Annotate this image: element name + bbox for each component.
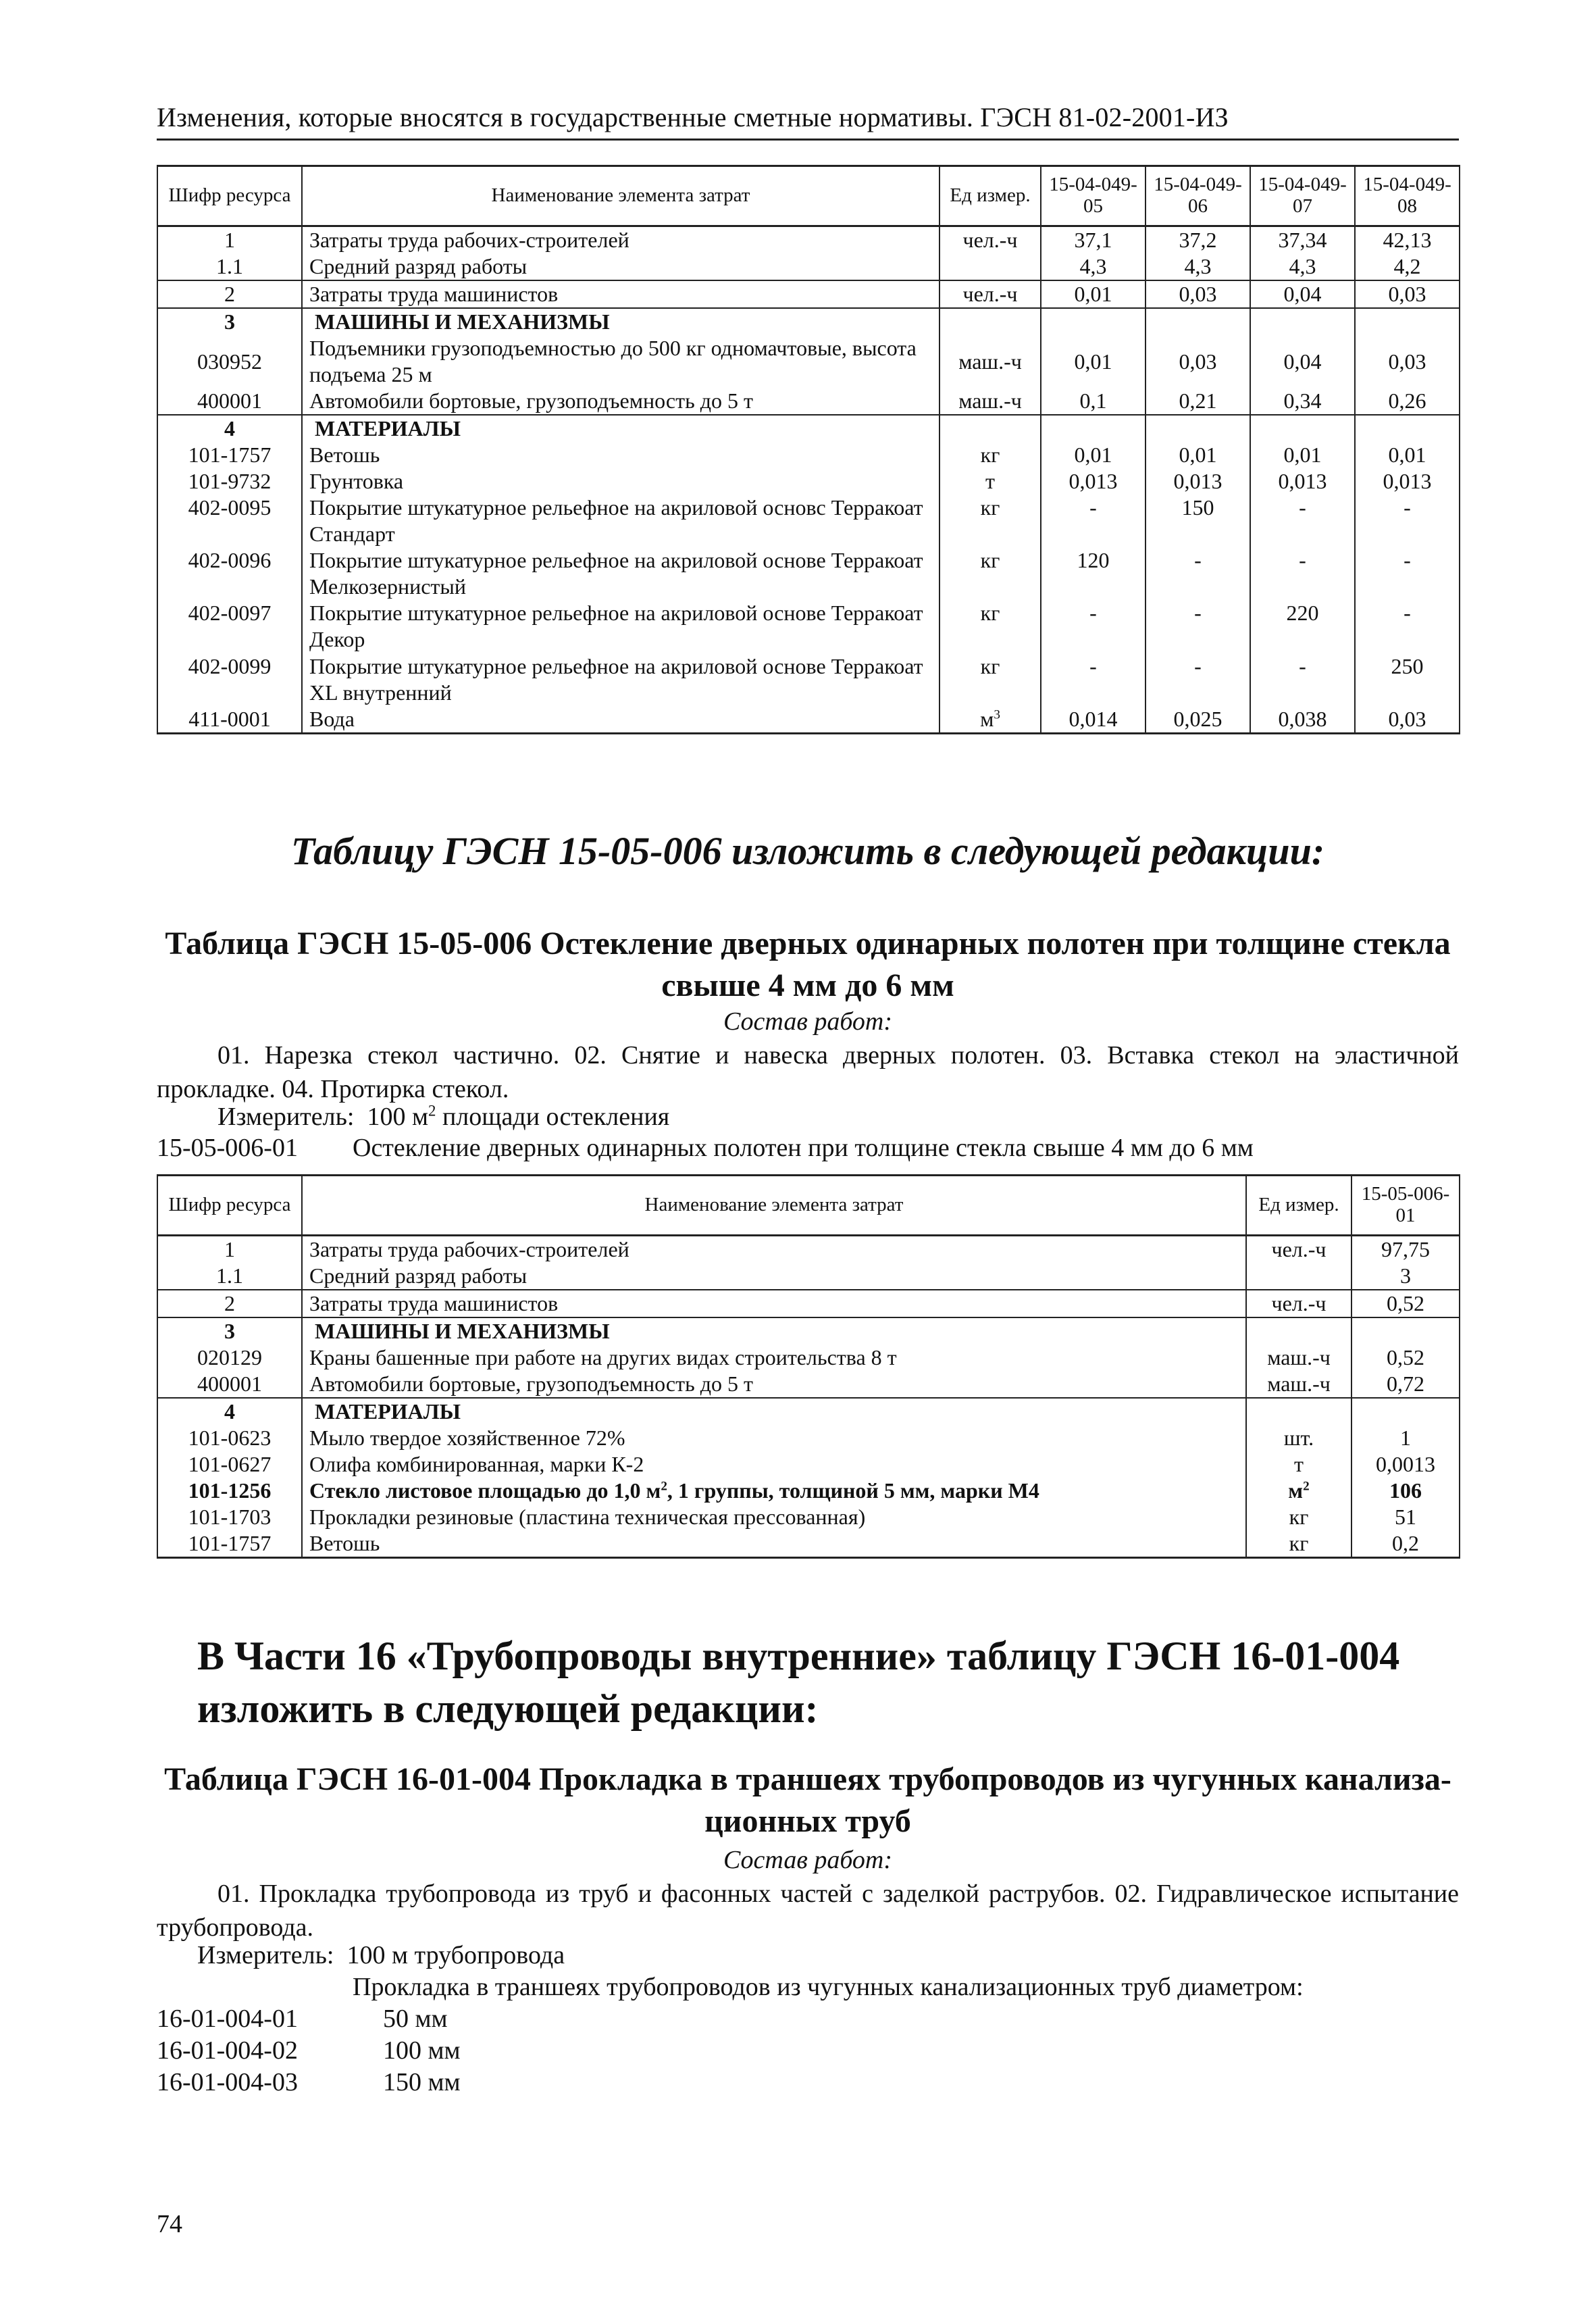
norm-code: 16-01-004-03 xyxy=(157,2068,298,2096)
cell-code: 101-1757 xyxy=(157,442,302,468)
meter-line xyxy=(217,1102,669,1132)
cell-value: 4,3 xyxy=(1041,253,1145,280)
cell-value: - xyxy=(1041,653,1145,706)
header-code: Шифр ресурса xyxy=(157,1176,302,1236)
resource-table-15-04-049 xyxy=(157,165,1460,734)
table-row xyxy=(157,547,1460,600)
table-row xyxy=(157,1236,1460,1263)
cell-name: Средний разряд работы xyxy=(302,1263,1246,1290)
cell-code: 2 xyxy=(157,280,302,308)
cell-value: 37,2 xyxy=(1145,226,1250,254)
cell-name: Стекло листовое площадью до 1,0 $м^2$, 1 группы, толщиной 5 мм, марки М4 xyxy=(302,1478,1246,1504)
table-row xyxy=(157,226,1460,254)
works-description: 01. Прокладка трубопровода из труб и фасонных частей с заделкой раструбов. 02. Гидравлическое испытание трубопровода. xyxy=(157,1880,1459,1942)
header-code: Шифр ресурса xyxy=(157,166,302,226)
table-row xyxy=(157,600,1460,653)
cell-value: 0,52 xyxy=(1352,1344,1460,1371)
cell-value: 42,13 xyxy=(1355,226,1460,254)
cell-value: 37,1 xyxy=(1041,226,1145,254)
cell-code: 1 xyxy=(157,226,302,254)
table-row xyxy=(157,335,1460,388)
cell-value: 0,04 xyxy=(1250,335,1355,388)
table-row xyxy=(157,1451,1460,1478)
cell-value: 0,038 xyxy=(1250,706,1355,734)
cell-code: 101-1703 xyxy=(157,1504,302,1530)
cell-code: 2 xyxy=(157,1290,302,1317)
cell-code: 3 xyxy=(157,1317,302,1344)
cell-code: 402-0099 xyxy=(157,653,302,706)
cell-value: 0,72 xyxy=(1352,1371,1460,1398)
page-number: 74 xyxy=(157,2210,182,2238)
cell-value: 0,013 xyxy=(1041,468,1145,495)
cell-name: Краны башенные при работе на других видах строительства 8 т xyxy=(302,1344,1246,1371)
cell-name: Автомобили бортовые, грузоподъемность до 5 т xyxy=(302,1371,1246,1398)
title-line-2: ционных труб xyxy=(704,1803,911,1840)
cell-value: 0,34 xyxy=(1250,388,1355,415)
cell-unit: $м^3$ xyxy=(939,706,1041,734)
cell-value: 220 xyxy=(1250,600,1355,653)
cell-unit: чел.-ч xyxy=(1246,1236,1352,1263)
cell-value: 0,1 xyxy=(1041,388,1145,415)
header-col-1: 15-04-049-05 xyxy=(1041,166,1145,226)
cell-unit: $м^2$ xyxy=(1246,1478,1352,1504)
cell-code: 101-0627 xyxy=(157,1451,302,1478)
table-row xyxy=(157,1504,1460,1530)
cell-code: 1 xyxy=(157,1236,302,1263)
cell-value: 0,26 xyxy=(1355,388,1460,415)
cell-value: - xyxy=(1250,495,1355,547)
cell-code: 101-9732 xyxy=(157,468,302,495)
norm-code: 15-05-006-01 xyxy=(157,1134,298,1162)
resource-table-15-05-006 xyxy=(157,1174,1460,1559)
norm-value: 150 мм xyxy=(383,2068,461,2096)
cell-code: 020129 xyxy=(157,1344,302,1371)
cell-name: Вода xyxy=(302,706,939,734)
cell-unit: чел.-ч xyxy=(1246,1290,1352,1317)
meter-label: Измеритель: xyxy=(197,1941,334,1969)
cell-value: 106 xyxy=(1352,1478,1460,1504)
cell-unit: маш.-ч xyxy=(1246,1371,1352,1398)
norm-value: 100 мм xyxy=(383,2036,461,2065)
cell-value: 0,01 xyxy=(1355,442,1460,468)
cell-value: 250 xyxy=(1355,653,1460,706)
cell-code: 1.1 xyxy=(157,253,302,280)
cell-unit xyxy=(939,253,1041,280)
cell-value: 0,013 xyxy=(1355,468,1460,495)
cell-value: 37,34 xyxy=(1250,226,1355,254)
section-title: МАШИНЫ И МЕХАНИЗМЫ xyxy=(302,308,939,335)
cell-name: Затраты труда рабочих-строителей xyxy=(302,226,939,254)
cell-name: Средний разряд работы xyxy=(302,253,939,280)
cell-value: 97,75 xyxy=(1352,1236,1460,1263)
cell-value: - xyxy=(1145,547,1250,600)
cell-value: 0,03 xyxy=(1355,335,1460,388)
cell-value: 0,21 xyxy=(1145,388,1250,415)
cell-code: 030952 xyxy=(157,335,302,388)
cell-code: 402-0095 xyxy=(157,495,302,547)
cell-unit: т xyxy=(1246,1451,1352,1478)
cell-value: - xyxy=(1355,600,1460,653)
cell-name: Покрытие штукатурное рельефное на акриловой основе Терракоат XL внутренний xyxy=(302,653,939,706)
cell-code: 101-1757 xyxy=(157,1530,302,1558)
cell-value: 0,04 xyxy=(1250,280,1355,308)
works-description: 01. Нарезка стекол частично. 02. Снятие и навеска дверных полотен. 03. Вставка стекол на эластичной прокладке. 04. Протирка стекол. xyxy=(157,1041,1459,1104)
cell-value: 0,2 xyxy=(1352,1530,1460,1558)
cell-value: 4,2 xyxy=(1355,253,1460,280)
cell-value: - xyxy=(1250,653,1355,706)
cell-code: 402-0097 xyxy=(157,600,302,653)
table-row xyxy=(157,468,1460,495)
cell-name: Покрытие штукатурное рельефное на акриловой основе Терракоат Мелкозернистый xyxy=(302,547,939,600)
cell-unit: кг xyxy=(1246,1504,1352,1530)
cell-value: 150 xyxy=(1145,495,1250,547)
table-header-row xyxy=(157,1176,1460,1236)
table-row xyxy=(157,1530,1460,1558)
cell-value: 0,03 xyxy=(1145,335,1250,388)
cell-value: 0,0013 xyxy=(1352,1451,1460,1478)
cell-value: - xyxy=(1355,547,1460,600)
cell-name: Затраты труда машинистов xyxy=(302,280,939,308)
cell-unit: маш.-ч xyxy=(1246,1344,1352,1371)
header-col-4: 15-04-049-08 xyxy=(1355,166,1460,226)
works-label: Состав работ: xyxy=(723,1007,893,1036)
table-row xyxy=(157,1344,1460,1371)
cell-value: 0,03 xyxy=(1145,280,1250,308)
norm-item xyxy=(157,2067,298,2097)
running-header: Изменения, которые вносятся в государственные сметные нормативы. ГЭСН 81-02-2001-ИЗ xyxy=(157,101,1459,141)
cell-unit: кг xyxy=(939,600,1041,653)
cell-code: 400001 xyxy=(157,388,302,415)
cell-name: Затраты труда рабочих-строителей xyxy=(302,1236,1246,1263)
cell-code: 1.1 xyxy=(157,1263,302,1290)
meter-line xyxy=(197,1940,565,1970)
norm-code: 16-01-004-01 xyxy=(157,2005,298,2033)
cell-name: Ветошь xyxy=(302,442,939,468)
header-name: Наименование элемента затрат xyxy=(302,166,939,226)
cell-value: 0,013 xyxy=(1250,468,1355,495)
cell-name: Мыло твердое хозяйственное 72% xyxy=(302,1425,1246,1451)
table-row xyxy=(157,1425,1460,1451)
table-row xyxy=(157,495,1460,547)
cell-value: 3 xyxy=(1352,1263,1460,1290)
header-col-2: 15-04-049-06 xyxy=(1145,166,1250,226)
cell-code: 402-0096 xyxy=(157,547,302,600)
table-row xyxy=(157,280,1460,308)
table-row xyxy=(157,653,1460,706)
header-col-1: 15-05-006-01 xyxy=(1352,1176,1460,1236)
cell-name: Грунтовка xyxy=(302,468,939,495)
title-line-1: Таблица ГЭСН 16-01-004 Прокладка в траншеях трубопроводов из чугунных канализа- xyxy=(164,1761,1451,1797)
cell-value: 0,03 xyxy=(1355,706,1460,734)
norm-value: 50 мм xyxy=(383,2005,448,2033)
cell-unit: чел.-ч xyxy=(939,280,1041,308)
title-line-1: Таблица ГЭСН 15-05-006 Остекление дверных одинарных полотен при толщине стекла xyxy=(165,926,1451,961)
table-row xyxy=(157,442,1460,468)
cell-unit: чел.-ч xyxy=(939,226,1041,254)
cell-value: 0,01 xyxy=(1041,335,1145,388)
cell-unit: маш.-ч xyxy=(939,335,1041,388)
cell-name: Прокладки резиновые (пластина техническая прессованная) xyxy=(302,1504,1246,1530)
cell-code: 101-1256 xyxy=(157,1478,302,1504)
table-row xyxy=(157,253,1460,280)
norm-code: 16-01-004-02 xyxy=(157,2036,298,2065)
meter-label: Измеритель: xyxy=(217,1103,355,1131)
title-line-2: свыше 4 мм до 6 мм xyxy=(661,967,954,1004)
section-row xyxy=(157,308,1460,335)
section-row xyxy=(157,1317,1460,1344)
cell-name: Олифа комбинированная, марки К-2 xyxy=(302,1451,1246,1478)
table-header-row xyxy=(157,166,1460,226)
cell-name: Подъемники грузоподъемностью до 500 кг одномачтовые, высота подъема 25 м xyxy=(302,335,939,388)
cell-value: 4,3 xyxy=(1250,253,1355,280)
cell-value: 0,01 xyxy=(1250,442,1355,468)
cell-value: 0,52 xyxy=(1352,1290,1460,1317)
section-title: МАТЕРИАЛЫ xyxy=(302,415,939,442)
cell-value: 0,01 xyxy=(1041,442,1145,468)
cell-unit: т xyxy=(939,468,1041,495)
section-row xyxy=(157,415,1460,442)
header-unit: Ед измер. xyxy=(939,166,1041,226)
cell-value: 0,01 xyxy=(1041,280,1145,308)
norm-item xyxy=(157,2004,298,2034)
cell-value: 0,025 xyxy=(1145,706,1250,734)
cell-value: - xyxy=(1041,495,1145,547)
cell-code: 3 xyxy=(157,308,302,335)
section-title: МАТЕРИАЛЫ xyxy=(302,1398,1246,1425)
cell-unit: кг xyxy=(939,653,1041,706)
cell-unit: кг xyxy=(939,442,1041,468)
table-row xyxy=(157,1263,1460,1290)
table-row xyxy=(157,1478,1460,1504)
instruction-heading-2: В Части 16 «Трубопроводы внутренние» таблицу ГЭСН 16-01-004 изложить в следующей редакции: xyxy=(197,1634,1400,1731)
meter-value: 100 $м^2$ площади остекления xyxy=(367,1102,670,1131)
instruction-heading-1: Таблицу ГЭСН 15-05-006 изложить в следующей редакции: xyxy=(290,829,1325,873)
cell-unit: кг xyxy=(939,547,1041,600)
cell-code: 4 xyxy=(157,415,302,442)
table-row xyxy=(157,1290,1460,1317)
table-row xyxy=(157,1371,1460,1398)
cell-name: Покрытие штукатурное рельефное на акриловой основе Терракоат Декор xyxy=(302,600,939,653)
cell-value: 0,03 xyxy=(1355,280,1460,308)
cell-value: 51 xyxy=(1352,1504,1460,1530)
section-row xyxy=(157,1398,1460,1425)
header-name: Наименование элемента затрат xyxy=(302,1176,1246,1236)
cell-value: - xyxy=(1145,600,1250,653)
cell-value: - xyxy=(1355,495,1460,547)
table-row xyxy=(157,706,1460,734)
norm-item xyxy=(157,2036,298,2065)
cell-code: 101-0623 xyxy=(157,1425,302,1451)
table-title-15-05-006 xyxy=(157,923,1459,1007)
cell-value: - xyxy=(1250,547,1355,600)
cell-value: 0,013 xyxy=(1145,468,1250,495)
header-unit: Ед измер. xyxy=(1246,1176,1352,1236)
meter-value: 100 м трубопровода xyxy=(346,1941,565,1969)
cell-unit: кг xyxy=(939,495,1041,547)
cell-value: 1 xyxy=(1352,1425,1460,1451)
cell-value: 4,3 xyxy=(1145,253,1250,280)
cell-value: 120 xyxy=(1041,547,1145,600)
cell-name: Затраты труда машинистов xyxy=(302,1290,1246,1317)
cell-unit: шт. xyxy=(1246,1425,1352,1451)
cell-value: - xyxy=(1145,653,1250,706)
cell-name: Ветошь xyxy=(302,1530,1246,1558)
cell-name: Автомобили бортовые, грузоподъемность до 5 т xyxy=(302,388,939,415)
cell-unit: маш.-ч xyxy=(939,388,1041,415)
table-title-16-01-004 xyxy=(157,1759,1459,1843)
table-row xyxy=(157,388,1460,415)
group-title: Прокладка в траншеях трубопроводов из чугунных канализационных труб диаметром: xyxy=(353,1973,1304,2001)
works-label: Состав работ: xyxy=(723,1846,893,1874)
cell-unit: кг xyxy=(1246,1530,1352,1558)
section-title: МАШИНЫ И МЕХАНИЗМЫ xyxy=(302,1317,1246,1344)
header-col-3: 15-04-049-07 xyxy=(1250,166,1355,226)
norm-name: Остекление дверных одинарных полотен при толщине стекла свыше 4 мм до 6 мм xyxy=(353,1134,1254,1162)
cell-name: Покрытие штукатурное рельефное на акриловой основс Терракоат Стандарт xyxy=(302,495,939,547)
cell-code: 4 xyxy=(157,1398,302,1425)
cell-code: 400001 xyxy=(157,1371,302,1398)
cell-value: - xyxy=(1041,600,1145,653)
cell-unit xyxy=(1246,1263,1352,1290)
cell-value: 0,01 xyxy=(1145,442,1250,468)
norm-line xyxy=(157,1133,298,1163)
cell-code: 411-0001 xyxy=(157,706,302,734)
cell-value: 0,014 xyxy=(1041,706,1145,734)
